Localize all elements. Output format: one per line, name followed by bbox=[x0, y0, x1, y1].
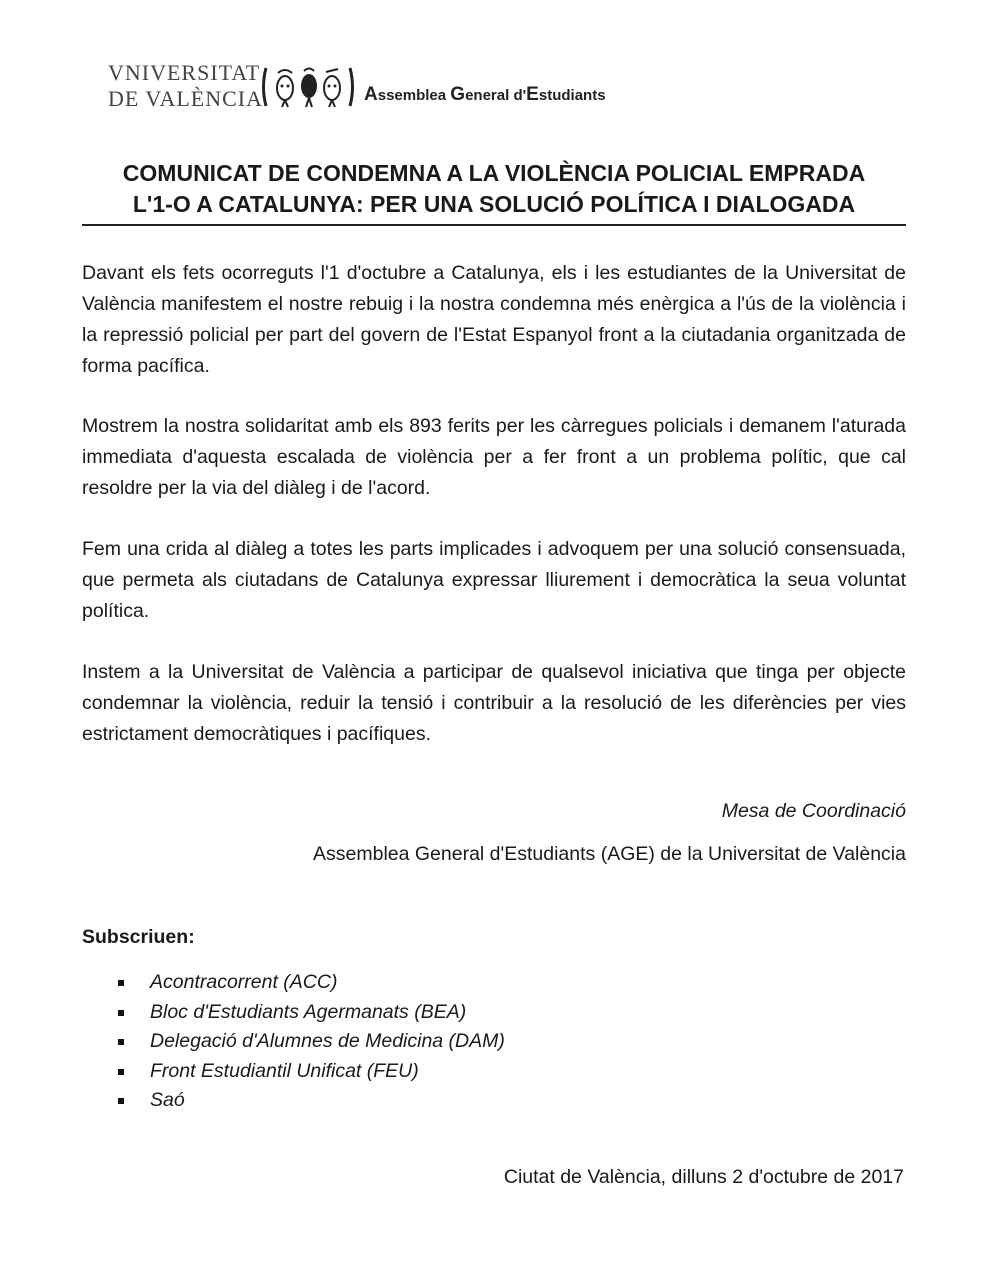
uv-logo-line2: DE VALÈNCIA bbox=[108, 86, 264, 111]
paragraph-2: Mostrem la nostra solidaritat amb els 893 ferits per les càrregues policials i demanem l'aturada immediata d'aquesta escalada de violència per a fer front a un problema polític, que cal resoldre per la via del diàleg i de l'acord. bbox=[82, 415, 906, 499]
title-line-2: L'1-O A CATALUNYA: PER UNA SOLUCIÓ POLÍTICA I DIALOGADA bbox=[132, 191, 856, 217]
signature-role: Mesa de Coordinació bbox=[721, 800, 906, 822]
date-line: Ciutat de València, dilluns 2 d'octubre de 2017 bbox=[503, 1166, 904, 1188]
header-logos bbox=[108, 58, 628, 118]
bullet-icon bbox=[118, 1010, 124, 1016]
list-item: Bloc d'Estudiants Agermanats (BEA) bbox=[108, 998, 505, 1028]
title-line-1: COMUNICAT DE CONDEMNA A LA VIOLÈNCIA POLICIAL EMPRADA bbox=[122, 160, 866, 186]
bullet-icon bbox=[118, 980, 124, 986]
paragraph-1: Davant els fets ocorreguts l'1 d'octubre a Catalunya, els i les estudiantes de la Universitat de València manifestem el nostre rebuig i la nostra condemna més enèrgica a l'ús de la violència i la repressió policial per part del govern de l'Estat Espanyol front a la ciutadania organitzada de forma pacífica. bbox=[82, 262, 906, 377]
bullet-icon bbox=[118, 1039, 124, 1045]
signature-organization: Assemblea General d'Estudiants (AGE) de la Universitat de València bbox=[313, 843, 906, 865]
list-item: Acontracorrent (ACC) bbox=[108, 968, 505, 998]
universitat-logo bbox=[108, 62, 263, 110]
list-item: Front Estudiantil Unificat (FEU) bbox=[108, 1057, 505, 1087]
list-item: Saó bbox=[108, 1086, 505, 1116]
subscribers-heading: Subscriuen: bbox=[82, 926, 195, 948]
paragraph-4: Instem a la Universitat de València a participar de qualsevol iniciativa que tinga per objecte condemnar la violència, reduir la tensió i contribuir a la resolució de les diferències per vies estrictament democràtiques i pacífiques. bbox=[82, 661, 906, 745]
age-figures-icon bbox=[260, 64, 356, 110]
title-divider bbox=[82, 224, 906, 226]
document-title bbox=[82, 158, 906, 220]
age-name: Assemblea General d'Estudiants bbox=[364, 84, 606, 105]
bullet-icon bbox=[118, 1098, 124, 1104]
paragraph-3: Fem una crida al diàleg a totes les parts implicades i advoquem per una solució consensuada, que permeta als ciutadans de Catalunya expressar lliurement i democràtica la seua voluntat política. bbox=[82, 538, 906, 622]
uv-logo-line1: VNIVERSITAT bbox=[108, 60, 261, 85]
bullet-icon bbox=[118, 1069, 124, 1075]
subscribers-list bbox=[108, 968, 505, 1116]
list-item: Delegació d'Alumnes de Medicina (DAM) bbox=[108, 1027, 505, 1057]
